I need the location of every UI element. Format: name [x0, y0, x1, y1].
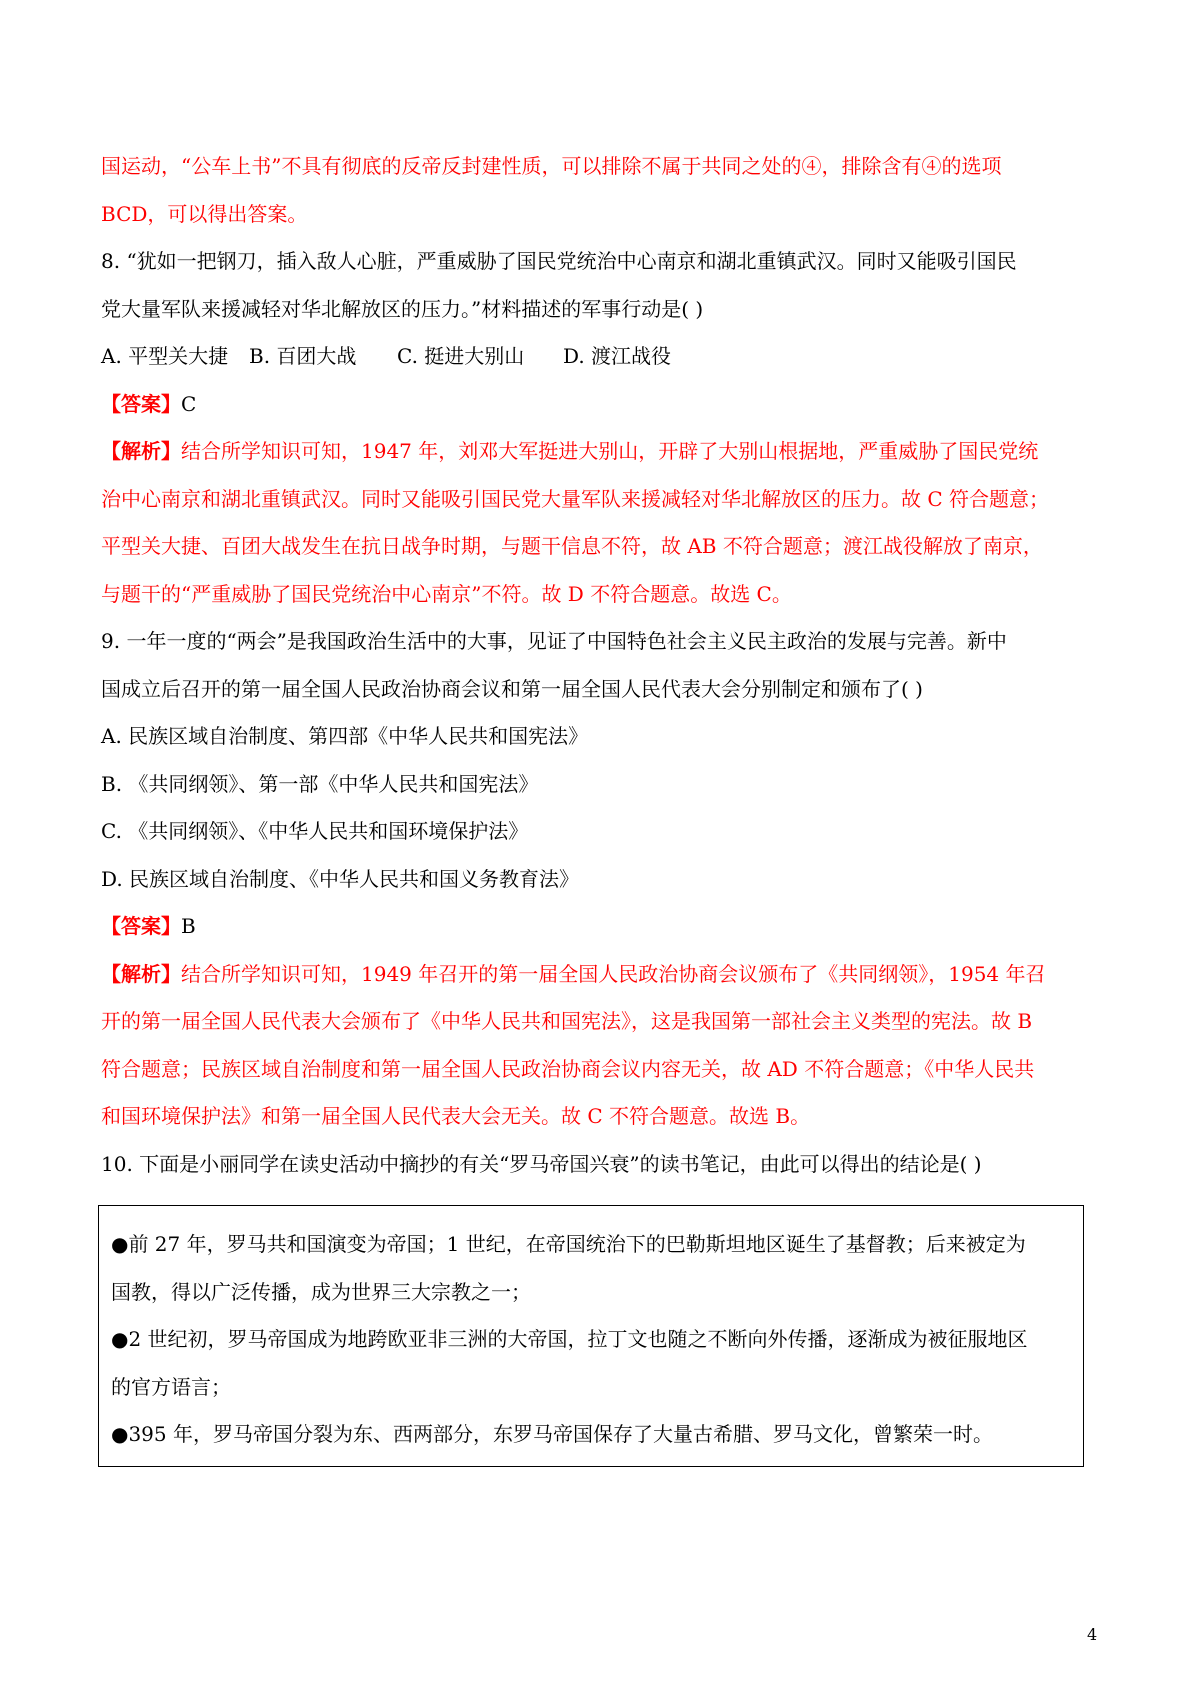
q9-analysis-line-2: 开的第一届全国人民代表大会颁布了《中华人民共和国宪法》，这是我国第一部社会主义类型的宪法。故 B [101, 1009, 1033, 1033]
q8-analysis-line-4: 与题干的“严重威胁了国民党统治中心南京”不符。故 D 不符合题意。故选 C。 [101, 582, 792, 606]
q9-option-d: D. 民族区域自治制度、《中华人民共和国义务教育法》 [101, 867, 580, 891]
previous-analysis-line-1: 国运动，“公车上书”不具有彻底的反帝反封建性质，可以排除不属于共同之处的④，排除含有④的选项 [101, 154, 1002, 178]
q8-analysis-line-2: 治中心南京和湖北重镇武汉。同时又能吸引国民党大量军队来援减轻对华北解放区的压力。故 C 符合题意； [101, 487, 1050, 511]
q8-stem-line-1: 8. “犹如一把钢刀，插入敌人心脏，严重威胁了国民党统治中心南京和湖北重镇武汉。同时又能吸引国民 [101, 249, 1017, 273]
q9-answer [101, 911, 196, 941]
q10-material-box [98, 1205, 1084, 1467]
q9-answer-value: B [181, 914, 196, 938]
page-number: 4 [1087, 1625, 1098, 1644]
q9-option-c: C. 《共同纲领》、《中华人民共和国环境保护法》 [101, 819, 529, 843]
q10-material-line-4: 的官方语言； [111, 1375, 231, 1399]
q9-stem-line-1: 9. 一年一度的“两会”是我国政治生活中的大事，见证了中国特色社会主义民主政治的发展与完善。新中 [101, 629, 1007, 653]
q8-option-a: A. 平型关大捷 [101, 344, 229, 368]
q10-stem: 10. 下面是小丽同学在读史活动中摘抄的有关“罗马帝国兴衰”的读书笔记，由此可以得出的结论是( ) [101, 1152, 982, 1176]
q8-option-b: B. 百团大战 [249, 344, 357, 368]
q10-material-line-3: ●2 世纪初，罗马帝国成为地跨欧亚非三洲的大帝国，拉丁文也随之不断向外传播，逐渐成为被征服地区 [111, 1327, 1028, 1351]
q8-stem-line-2: 党大量军队来援减轻对华北解放区的压力。”材料描述的军事行动是( ) [101, 297, 704, 321]
q9-stem-line-2: 国成立后召开的第一届全国人民政治协商会议和第一届全国人民代表大会分别制定和颁布了( ) [101, 677, 923, 701]
q10-material-line-1: ●前 27 年，罗马共和国演变为帝国；1 世纪，在帝国统治下的巴勒斯坦地区诞生了基督教；后来被定为 [111, 1232, 1026, 1256]
q9-analysis-text-1: 结合所学知识可知，1949 年召开的第一届全国人民政治协商会议颁布了《共同纲领》，1954 年召 [181, 962, 1046, 986]
q10-material-line-5: ●395 年，罗马帝国分裂为东、西两部分，东罗马帝国保存了大量古希腊、罗马文化，曾繁荣一时。 [111, 1422, 993, 1446]
q9-answer-tag: 【答案】 [101, 914, 181, 938]
q8-options [101, 341, 671, 371]
q8-answer-tag: 【答案】 [101, 392, 181, 416]
q8-answer-value: C [181, 392, 197, 416]
q9-analysis-line-4: 和国环境保护法》和第一届全国人民代表大会无关。故 C 不符合题意。故选 B。 [101, 1104, 811, 1128]
q8-analysis-tag: 【解析】 [101, 439, 181, 463]
q8-analysis-line-3: 平型关大捷、百团大战发生在抗日战争时期，与题干信息不符，故 AB 不符合题意；渡江战役解放了南京， [101, 534, 1043, 558]
previous-analysis-line-2: BCD，可以得出答案。 [101, 202, 308, 226]
q8-answer [101, 389, 196, 419]
q10-material-line-2: 国教，得以广泛传播，成为世界三大宗教之一； [111, 1280, 531, 1304]
q9-analysis-tag: 【解析】 [101, 962, 181, 986]
q9-analysis-line-3: 符合题意；民族区域自治制度和第一届全国人民政治协商会议内容无关，故 AD 不符合题意；《中华人民共 [101, 1057, 1035, 1081]
q8-option-c: C. 挺进大别山 [397, 344, 525, 368]
q8-option-d: D. 渡江战役 [563, 344, 672, 368]
q8-analysis-line-1 [101, 436, 1038, 466]
q9-option-b: B. 《共同纲领》、第一部《中华人民共和国宪法》 [101, 772, 539, 796]
q9-option-a: A. 民族区域自治制度、第四部《中华人民共和国宪法》 [101, 724, 589, 748]
q9-analysis-line-1 [101, 959, 1046, 989]
q8-analysis-text-1: 结合所学知识可知，1947 年，刘邓大军挺进大别山，开辟了大别山根据地，严重威胁了国民党统 [181, 439, 1039, 463]
